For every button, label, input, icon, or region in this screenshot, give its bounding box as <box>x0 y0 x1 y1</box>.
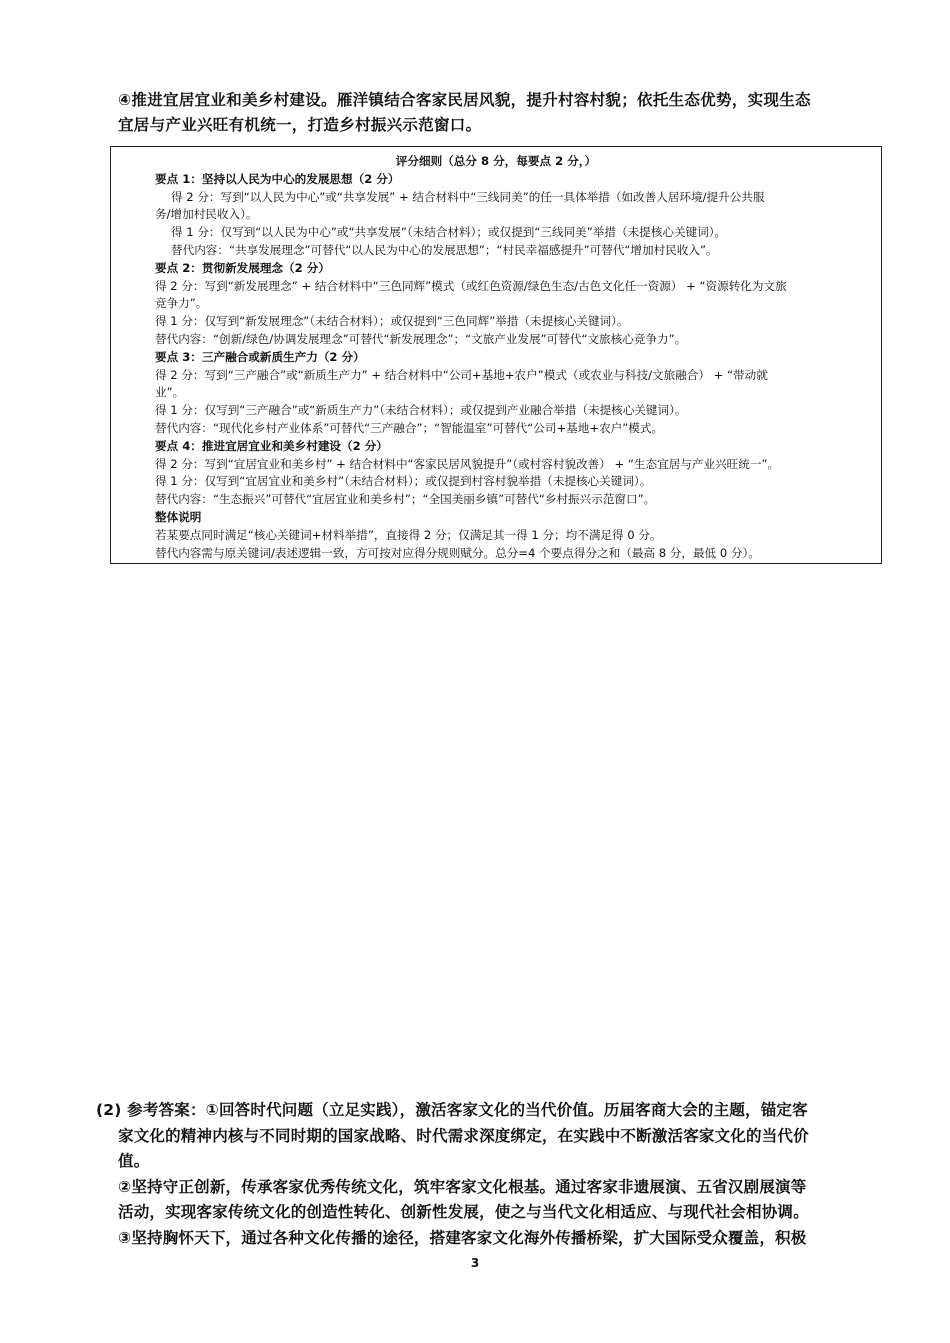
bottom-paragraph <box>96 1098 871 1251</box>
answer-line-2: 家文化的精神内核与不同时期的国家战略、时代需求深度绑定，在实践中不断激活客家文化的当代价 <box>118 1126 809 1145</box>
overall-note-2: 替代内容需与原关键词/表述逻辑一致，方可按对应得分规则赋分。总分=4 个要点得分之和（最高 8 分，最低 0 分）。 <box>155 545 760 560</box>
point-4-alternatives: 替代内容：“生态振兴”可替代“宜居宜业和美乡村”；“全国美丽乡镇”可替代“乡村振兴示范窗口”。 <box>155 492 656 507</box>
point-4-full-score: 得 2 分：写到“宜居宜业和美乡村” + 结合材料中“客家民居风貌提升”（或村容村貌改善） + “生态宜居与产业兴旺统一”。 <box>155 456 780 471</box>
top-line-2: 宜居与产业兴旺有机统一，打造乡村振兴示范窗口。 <box>118 116 482 134</box>
overall-note-1: 若某要点同时满足“核心关键词+材料举措”，直接得 2 分；仅满足其一得 1 分；均不满足得 0 分。 <box>155 527 662 542</box>
point-2-partial-score: 得 1 分：仅写到“新发展理念”（未结合材料）；或仅提到“三色同辉”举措（未提核心关键词）。 <box>155 314 629 329</box>
answer-line-1: (2) 参考答案：①回答时代问题（立足实践），激活客家文化的当代价值。历届客商大会的主题，锚定客 <box>96 1101 808 1119</box>
answer-line-6: ③坚持胸怀天下，通过各种文化传播的途径，搭建客家文化海外传播桥梁，扩大国际受众覆盖，积极 <box>118 1228 807 1247</box>
point-3-heading: 要点 3：三产融合或新质生产力（2 分） <box>155 349 365 364</box>
point-2-full-score-cont: 竞争力”。 <box>155 296 208 311</box>
point-4-heading: 要点 4：推进宜居宜业和美乡村建设（2 分） <box>155 438 388 453</box>
point-2-heading: 要点 2：贯彻新发展理念（2 分） <box>155 260 330 275</box>
point-4-partial-score: 得 1 分：仅写到“宜居宜业和美乡村”（未结合材料）；或仅提到村容村貌举措（未提核心关键词）。 <box>155 474 652 489</box>
point-2-full-score: 得 2 分：写到“新发展理念” + 结合材料中“三色同辉”模式（或红色资源/绿色生态/古色文化任一资源） + “资源转化为文旅 <box>155 278 787 293</box>
point-3-alternatives: 替代内容：“现代化乡村产业体系”可替代“三产融合”；“智能温室”可替代“公司+基地+农户”模式。 <box>155 420 664 435</box>
point-1-full-score: 得 2 分：写到“以人民为中心”或“共享发展” + 结合材料中“三线同美”的任一具体举措（如改善人居环境/提升公共服 <box>171 189 765 204</box>
point-2-alternatives: 替代内容：“创新/绿色/协调发展理念”可替代“新发展理念”；“文旅产业发展”可替代“文旅核心竞争力”。 <box>155 331 687 346</box>
point-3-full-score-cont: 业”。 <box>155 385 185 400</box>
page-number: 3 <box>470 1256 480 1270</box>
top-line-1: ④推进宜居宜业和美乡村建设。雁洋镇结合客家民居风貌，提升村容村貌；依托生态优势，实现生态 <box>118 91 811 109</box>
answer-line-4: ②坚持守正创新，传承客家优秀传统文化，筑牢客家文化根基。通过客家非遗展演、五省汉剧展演等 <box>118 1177 807 1196</box>
rubric-title: 评分细则（总分 8 分，每要点 2 分，） <box>395 154 597 168</box>
point-3-partial-score: 得 1 分：仅写到“三产融合”或“新质生产力”（未结合材料）；或仅提到产业融合举措（未提核心关键词）。 <box>155 403 687 418</box>
point-3-full-score: 得 2 分：写到“三产融合”或“新质生产力” + 结合材料中“公司+基地+农户”模式（或农业与科技/文旅融合） + “带动就 <box>155 367 768 382</box>
scoring-rubric-box <box>110 146 882 564</box>
overall-heading: 整体说明 <box>155 509 202 524</box>
answer-line-5: 活动，实现客家传统文化的创造性转化、创新性发展，使之与当代文化相适应、与现代社会相协调。 <box>118 1203 809 1221</box>
point-1-heading: 要点 1：坚持以人民为中心的发展思想（2 分） <box>155 171 400 186</box>
top-paragraph <box>118 88 878 138</box>
answer-line-3: 值。 <box>118 1152 150 1170</box>
point-1-partial-score: 得 1 分：仅写到“以人民为中心”或“共享发展”（未结合材料）；或仅提到“三线同美”举措（未提核心关键词）。 <box>171 225 727 240</box>
point-1-alternatives: 替代内容：“共享发展理念”可替代“以人民为中心的发展思想”；“村民幸福感提升”可替代“增加村民收入”。 <box>171 242 718 257</box>
point-1-full-score-cont: 务/增加村民收入）。 <box>155 207 258 222</box>
